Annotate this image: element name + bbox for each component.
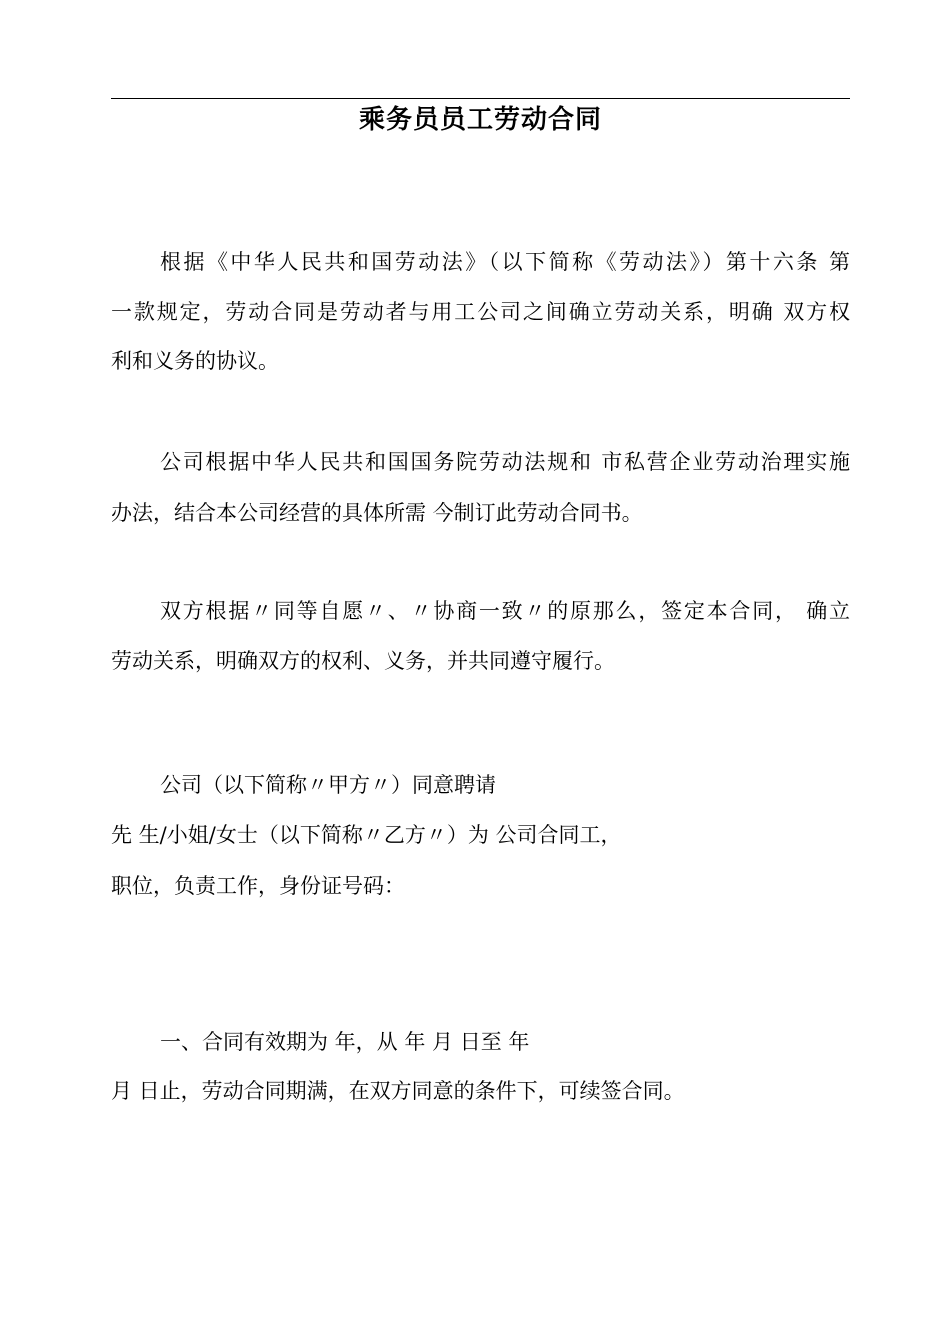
paragraph-1-line-3: 利和义务的协议。 [111,349,279,373]
paragraph-2-line-1: 公司根据中华人民共和国国务院劳动法规和 市私营企业劳动治理实施 [160,450,850,474]
clause-1-line-2: 月 日止，劳动合同期满，在双方同意的条件下，可续签合同。 [111,1079,685,1103]
document-title: 乘务员员工劳动合同 [358,105,602,135]
paragraph-4-line-3: 职位，负责工作，身份证号码： [111,874,405,898]
paragraph-1-line-2: 一款规定，劳动合同是劳动者与用工公司之间确立劳动关系，明确 双方权 [111,300,850,324]
paragraph-2-line-2: 办法，结合本公司经营的具体所需 今制订此劳动合同书。 [111,501,643,525]
header-rule [111,98,850,99]
paragraph-3-line-2: 劳动关系，明确双方的权利、义务，并共同遵守履行。 [111,649,615,673]
paragraph-4-line-2: 先 生/小姐/女士（以下简称〃乙方〃）为 公司合同工， [111,823,622,847]
clause-1-line-1: 一、合同有效期为 年，从 年 月 日至 年 [160,1030,530,1054]
paragraph-4-line-1: 公司（以下简称〃甲方〃）同意聘请 [160,773,496,797]
paragraph-3-line-1: 双方根据〃同等自愿〃、〃协商一致〃的原那么，签定本合同， 确立 [160,599,850,623]
paragraph-1-line-1: 根据《中华人民共和国劳动法》（以下简称《劳动法》）第十六条 第 [160,250,850,274]
